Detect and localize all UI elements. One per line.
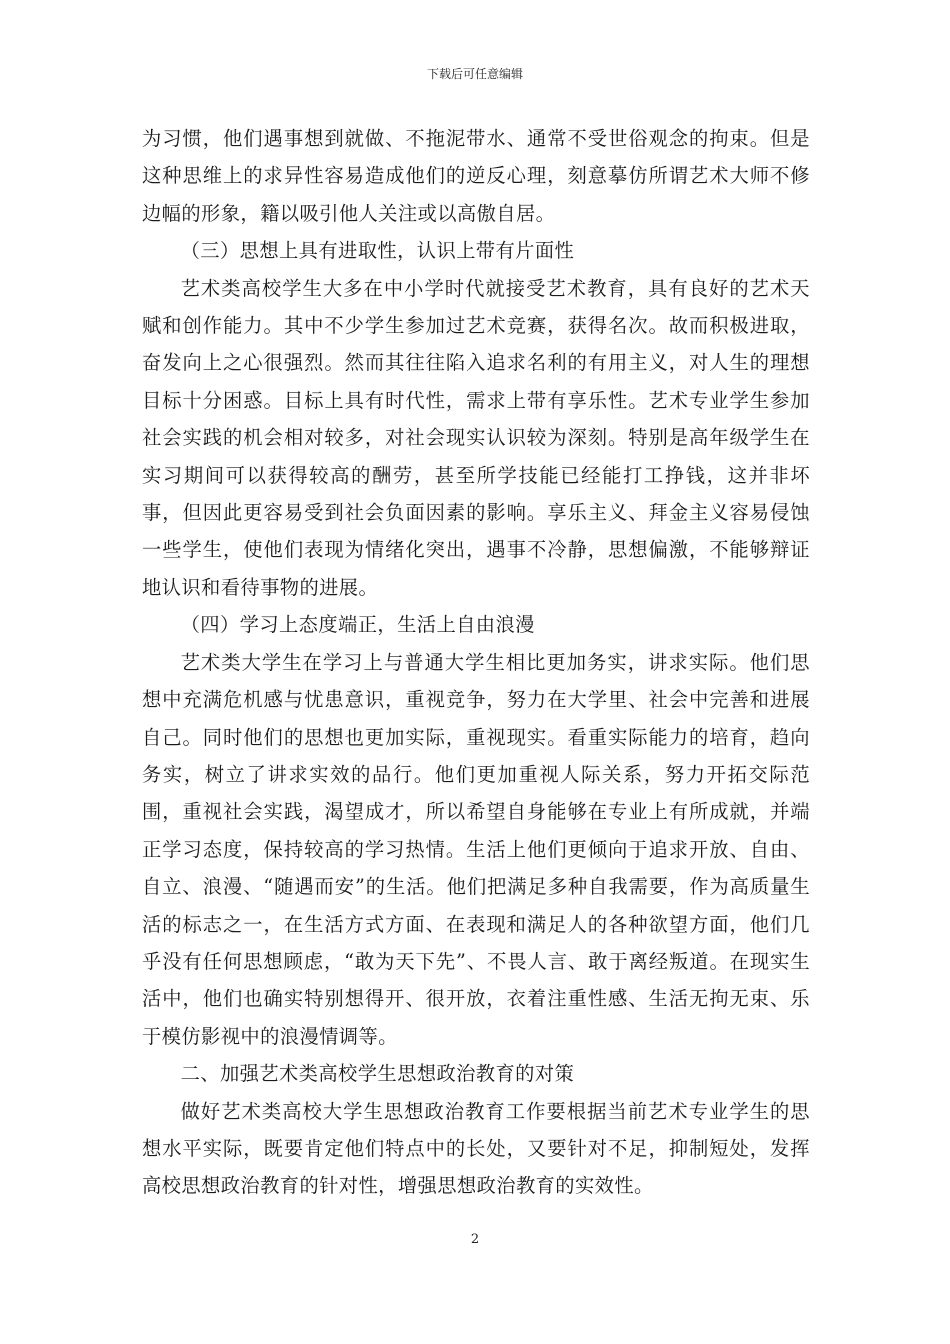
paragraph-continuation: 为习惯，他们遇事想到就做、不拖泥带水、通常不受世俗观念的拘束。但是这种思维上的求异性容易造成他们的逆反心理，刻意摹仿所谓艺术大师不修边幅的形象，籍以吸引他人关注或以高傲自居。 [142,127,810,225]
section-heading-4: （四）学习上态度端正，生活上自由浪漫 [180,613,535,637]
document-body [142,120,810,1205]
section-heading-2: 二、加强艺术类高校学生思想政治教育的对策 [180,1062,575,1086]
paragraph-body: 做好艺术类高校大学生思想政治教育工作要根据当前艺术专业学生的思想水平实际，既要肯定他们特点中的长处，又要针对不足，抑制短处，发挥高校思想政治教育的针对性，增强思想政治教育的实效性。 [142,1099,810,1198]
page-number: 2 [470,1232,480,1247]
section-heading-3: （三）思想上具有进取性，认识上带有片面性 [180,239,575,263]
page-header: 下载后可任意编辑 [426,67,523,81]
paragraph-body: 艺术类大学生在学习上与普通大学生相比更加务实，讲求实际。他们思想中充满危机感与忧患意识，重视竞争，努力在大学里、社会中完善和进展自己。同时他们的思想也更加实际，重视现实。看重实际能力的培育，趋向务实，树立了讲求实效的品行。他们更加重视人际关系，努力开拓交际范围，重视社会实践，渴望成才，所以希望自身能够在专业上有所成就，并端正学习态度，保持较高的学习热情。生活上他们更倾向于追求开放、自由、自立、浪漫、“随遇而安”的生活。他们把满足多种自我需要，作为高质量生活的标志之一，在生活方式方面、在表现和满足人的各种欲望方面，他们几乎没有任何思想顾虑，“敢为天下先”、不畏人言、敢于离经叛道。在现实生活中，他们也确实特别想得开、很开放，衣着注重性感、生活无拘无束、乐于模仿影视中的浪漫情调等。 [142,650,810,1048]
paragraph-body: 艺术类高校学生大多在中小学时代就接受艺术教育，具有良好的艺术天赋和创作能力。其中不少学生参加过艺术竞赛，获得名次。故而积极进取，奋发向上之心很强烈。然而其往往陷入追求名利的有用主义，对人生的理想目标十分困惑。目标上具有时代性，需求上带有享乐性。艺术专业学生参加社会实践的机会相对较多，对社会现实认识较为深刻。特别是高年级学生在实习期间可以获得较高的酬劳，甚至所学技能已经能打工挣钱，这并非坏事，但因此更容易受到社会负面因素的影响。享乐主义、拜金主义容易侵蚀一些学生，使他们表现为情绪化突出，遇事不冷静，思想偏激，不能够辩证地认识和看待事物的进展。 [142,276,810,599]
